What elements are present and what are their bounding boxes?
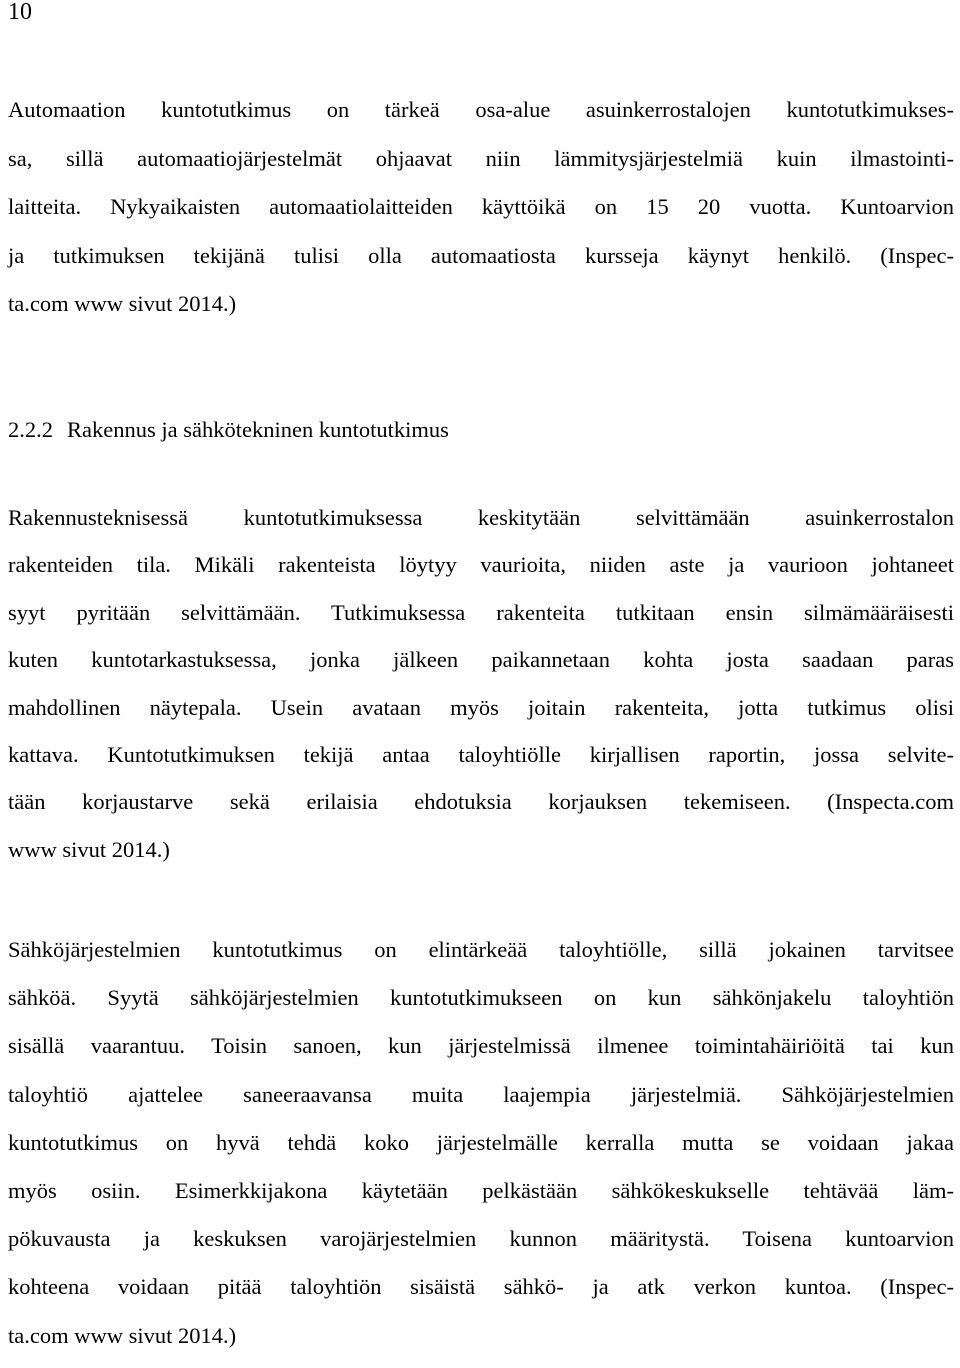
text-line: sähköä. Syytä sähköjärjestelmien kuntotutkimukseen on kun sähkönjakelu taloyhtiön (8, 985, 954, 1011)
paragraph-automation (8, 94, 954, 337)
text-line: sa, sillä automaatiojärjestelmät ohjaavat niin lämmitysjärjestelmiä kuin ilmastointi- (8, 145, 954, 171)
text-line: pökuvausta ja keskuksen varojärjestelmien kunnon määritystä. Toisena kuntoarvion (8, 1226, 954, 1252)
text-line: ta.com www sivut 2014.) (8, 291, 237, 317)
text-line: syyt pyritään selvittämään. Tutkimuksessa rakenteita tutkitaan ensin silmämääräisesti (8, 599, 954, 625)
paragraph-electrical (8, 934, 954, 1368)
text-line: Automaation kuntotutkimus on tärkeä osa-alue asuinkerrostalojen kuntotutkimukses- (8, 97, 954, 122)
page-number: 10 (8, 0, 32, 25)
text-line: laitteita. Nykyaikaisten automaatiolaitteiden käyttöikä on 15 20 vuotta. Kuntoarvion (8, 194, 954, 220)
text-line: kattava. Kuntotutkimuksen tekijä antaa taloyhtiölle kirjallisen raportin, jossa selvite- (8, 741, 954, 767)
text-line: taloyhtiö ajattelee saneeraavansa muita laajempia järjestelmiä. Sähköjärjestelmien (8, 1081, 954, 1107)
section-heading (8, 414, 449, 446)
text-line: kohteena voidaan pitää taloyhtiön sisäistä sähkö- ja atk verkon kuntoa. (Inspec- (8, 1274, 954, 1300)
text-line: ta.com www sivut 2014.) (8, 1322, 237, 1348)
text-line: myös osiin. Esimerkkijakona käytetään pelkästään sähkökeskukselle tehtävää läm- (8, 1177, 954, 1203)
text-line: www sivut 2014.) (8, 836, 170, 862)
text-line: Rakennusteknisessä kuntotutkimuksessa keskitytään selvittämään asuinkerrostalon (8, 505, 954, 530)
text-line: kuten kuntotarkastuksessa, jonka jälkeen paikannetaan kohta josta saadaan paras (8, 647, 954, 673)
text-line: sisällä vaarantuu. Toisin sanoen, kun järjestelmissä ilmenee toimintahäiriöitä tai kun (8, 1033, 954, 1059)
text-line: rakenteiden tila. Mikäli rakenteista löytyy vaurioita, niiden aste ja vaurioon johtaneet (8, 552, 954, 578)
section-title: Rakennus ja sähkötekninen kuntotutkimus (67, 417, 449, 442)
paragraph-structural (8, 502, 954, 881)
section-number: 2.2.2 (8, 417, 53, 442)
text-line: tään korjaustarve sekä erilaisia ehdotuksia korjauksen tekemiseen. (Inspecta.com (8, 789, 954, 815)
text-line: kuntotutkimus on hyvä tehdä koko järjestelmälle kerralla mutta se voidaan jakaa (8, 1129, 954, 1155)
text-line: mahdollinen näytepala. Usein avataan myös joitain rakenteita, jotta tutkimus olisi (8, 694, 954, 720)
text-line: ja tutkimuksen tekijänä tulisi olla automaatiosta kursseja käynyt henkilö. (Inspec- (8, 242, 954, 268)
text-line: Sähköjärjestelmien kuntotutkimus on elintärkeää taloyhtiölle, sillä jokainen tarvitsee (8, 937, 954, 962)
